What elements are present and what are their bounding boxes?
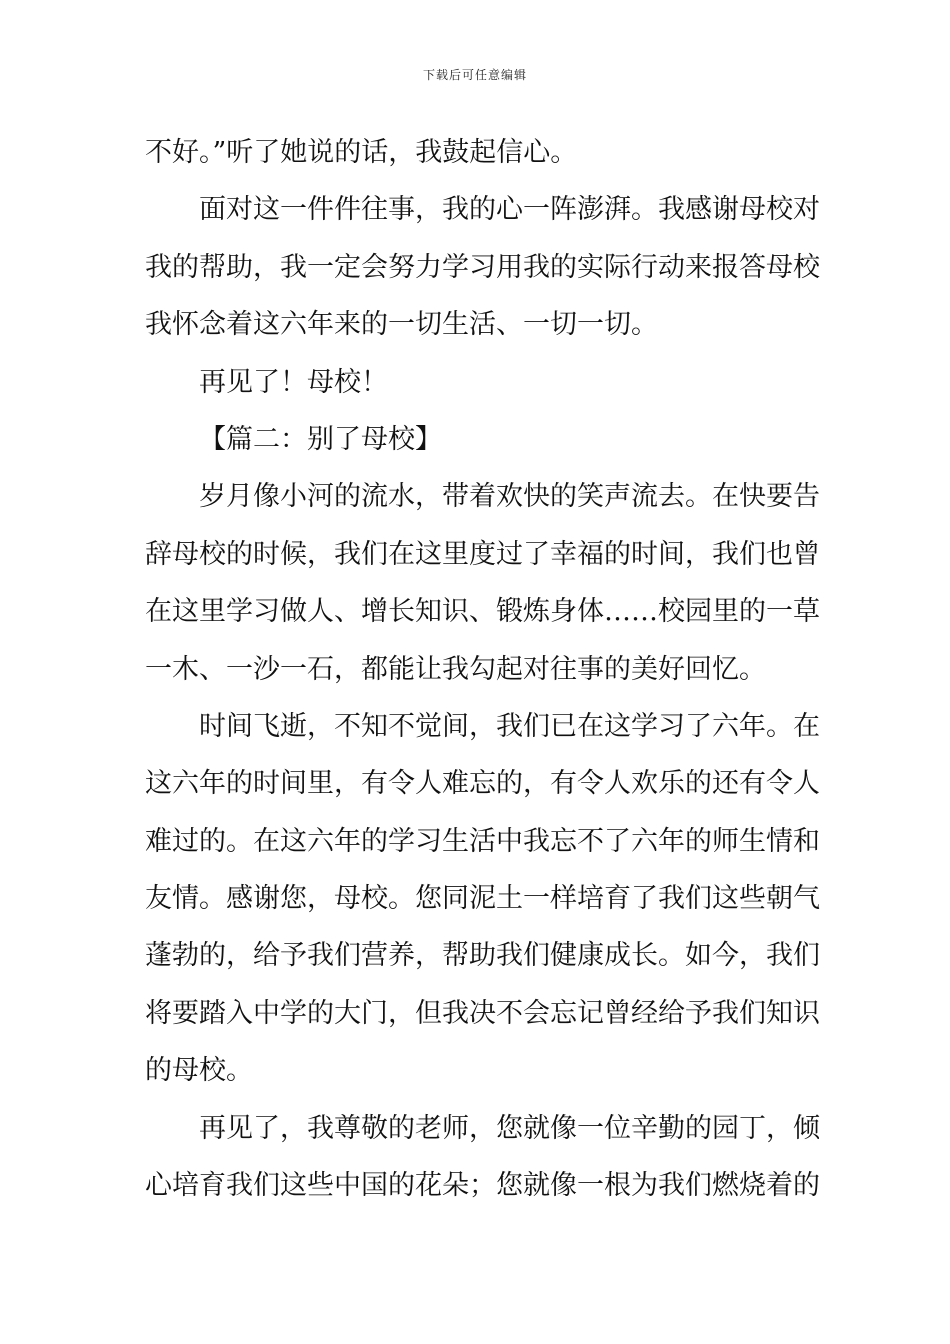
text-line: 心培育我们这些中国的花朵；您就像一根为我们燃烧着的 xyxy=(145,1170,820,1202)
text-line: 难过的。在这六年的学习生活中我忘不了六年的师生情和 xyxy=(145,825,820,857)
text-line: 时间飞逝，不知不觉间，我们已在这学习了六年。在 xyxy=(199,710,820,742)
document-body xyxy=(145,124,820,1214)
text-line: 这六年的时间里，有令人难忘的，有令人欢乐的还有令人 xyxy=(145,768,820,800)
text-line: 面对这一件件往事，我的心一阵澎湃。我感谢母校对 xyxy=(199,194,820,226)
text-line: 将要踏入中学的大门，但我决不会忘记曾经给予我们知识 xyxy=(145,997,820,1029)
text-line: 岁月像小河的流水，带着欢快的笑声流去。在快要告 xyxy=(199,481,820,513)
text-line: 我的帮助，我一定会努力学习用我的实际行动来报答母校 xyxy=(145,251,820,283)
text-line: 一木、一沙一石，都能让我勾起对往事的美好回忆。 xyxy=(145,653,766,685)
text-line: 我怀念着这六年来的一切生活、一切一切。 xyxy=(145,309,658,341)
text-line: 再见了，我尊敬的老师，您就像一位辛勤的园丁，倾 xyxy=(199,1112,820,1144)
text-line: 不好。”听了她说的话，我鼓起信心。 xyxy=(145,137,578,168)
section-heading: 【篇二：别了母校】 xyxy=(199,423,442,455)
text-line: 友情。感谢您，母校。您同泥土一样培育了我们这些朝气 xyxy=(145,883,820,915)
text-line: 在这里学习做人、增长知识、锻炼身体……校园里的一草 xyxy=(145,596,820,628)
text-line: 蓬勃的，给予我们营养，帮助我们健康成长。如今，我们 xyxy=(145,940,820,972)
page-header-note: 下载后可任意编辑 xyxy=(422,68,527,82)
text-line: 辞母校的时候，我们在这里度过了幸福的时间，我们也曾 xyxy=(145,538,820,570)
text-line: 的母校。 xyxy=(145,1055,253,1087)
text-line: 再见了！母校！ xyxy=(199,366,388,398)
